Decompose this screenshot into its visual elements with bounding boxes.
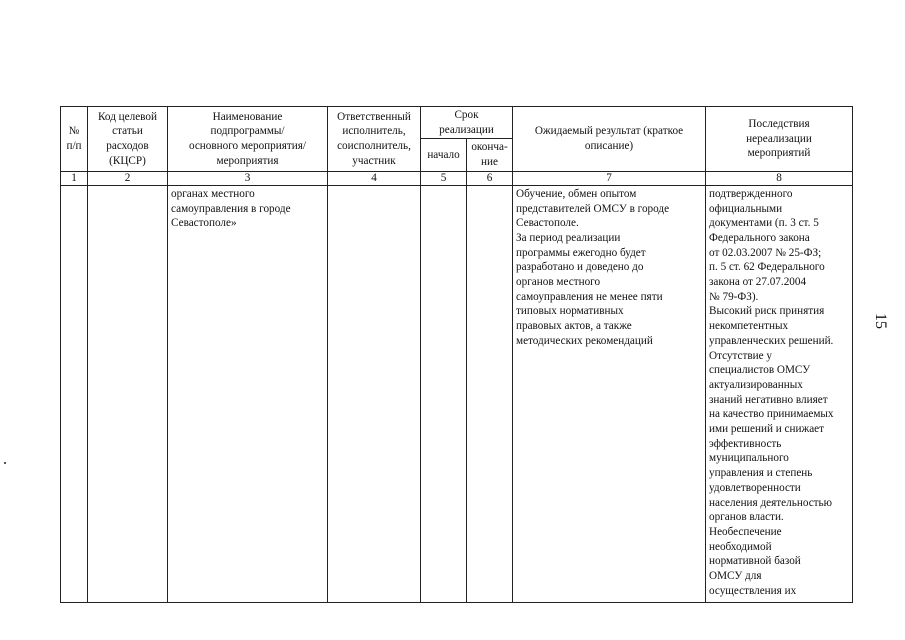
header-measure-name: Наименование подпрограммы/ основного мероприятия/ мероприятия <box>168 107 328 172</box>
cell-consequences: подтвержденного официальными документами (п. 3 ст. 5 Федерального закона от 02.03.2007 № 25-ФЗ; п. 5 ст. 62 Федерального закона от 27.07.2004 № 79-ФЗ). Высокий риск принятия некомпетентных управленческих решений. Отсутствие у специалистов ОМСУ актуализированных знаний негативно влияет на качество принимаемых ими решений и снижает эффективность муниципального управления и степень удовлетворенности населения деятельностью органов власти. Необеспечение необходимой нормативной базой ОМСУ для осуществления их <box>706 185 853 602</box>
header-row <box>61 107 853 139</box>
column-number: 2 <box>88 171 168 185</box>
cell-measure-name: органах местного самоуправления в городе Севастополе» <box>168 185 328 602</box>
program-measures-table <box>60 106 853 603</box>
cell-budget-code <box>88 185 168 602</box>
column-number: 8 <box>706 171 853 185</box>
page-number: 15 <box>872 313 889 329</box>
cell-executor <box>328 185 421 602</box>
column-number: 1 <box>61 171 88 185</box>
header-executor: Ответственный исполнитель, соисполнитель, участник <box>328 107 421 172</box>
header-consequences: Последствия нереализации мероприятий <box>706 107 853 172</box>
column-number: 3 <box>168 171 328 185</box>
header-term-start: начало <box>421 139 467 171</box>
header-budget-code: Код целевой статьи расходов (КЦСР) <box>88 107 168 172</box>
header-term-end: оконча- ние <box>467 139 513 171</box>
column-number: 6 <box>467 171 513 185</box>
cell-number <box>61 185 88 602</box>
scan-speck <box>4 462 6 464</box>
column-number-row <box>61 171 853 185</box>
header-term: Срок реализации <box>421 107 513 139</box>
column-number: 7 <box>513 171 706 185</box>
table-row <box>61 185 853 602</box>
header-number: № п/п <box>61 107 88 172</box>
cell-term-end <box>467 185 513 602</box>
cell-expected-result: Обучение, обмен опытом представителей ОМСУ в городе Севастополе. За период реализации программы ежегодно будет разработано и доведено до органов местного самоуправления не менее пяти типовых нормативных правовых актов, а также методических рекомендаций <box>513 185 706 602</box>
column-number: 5 <box>421 171 467 185</box>
header-expected-result: Ожидаемый результат (краткое описание) <box>513 107 706 172</box>
column-number: 4 <box>328 171 421 185</box>
cell-term-start <box>421 185 467 602</box>
